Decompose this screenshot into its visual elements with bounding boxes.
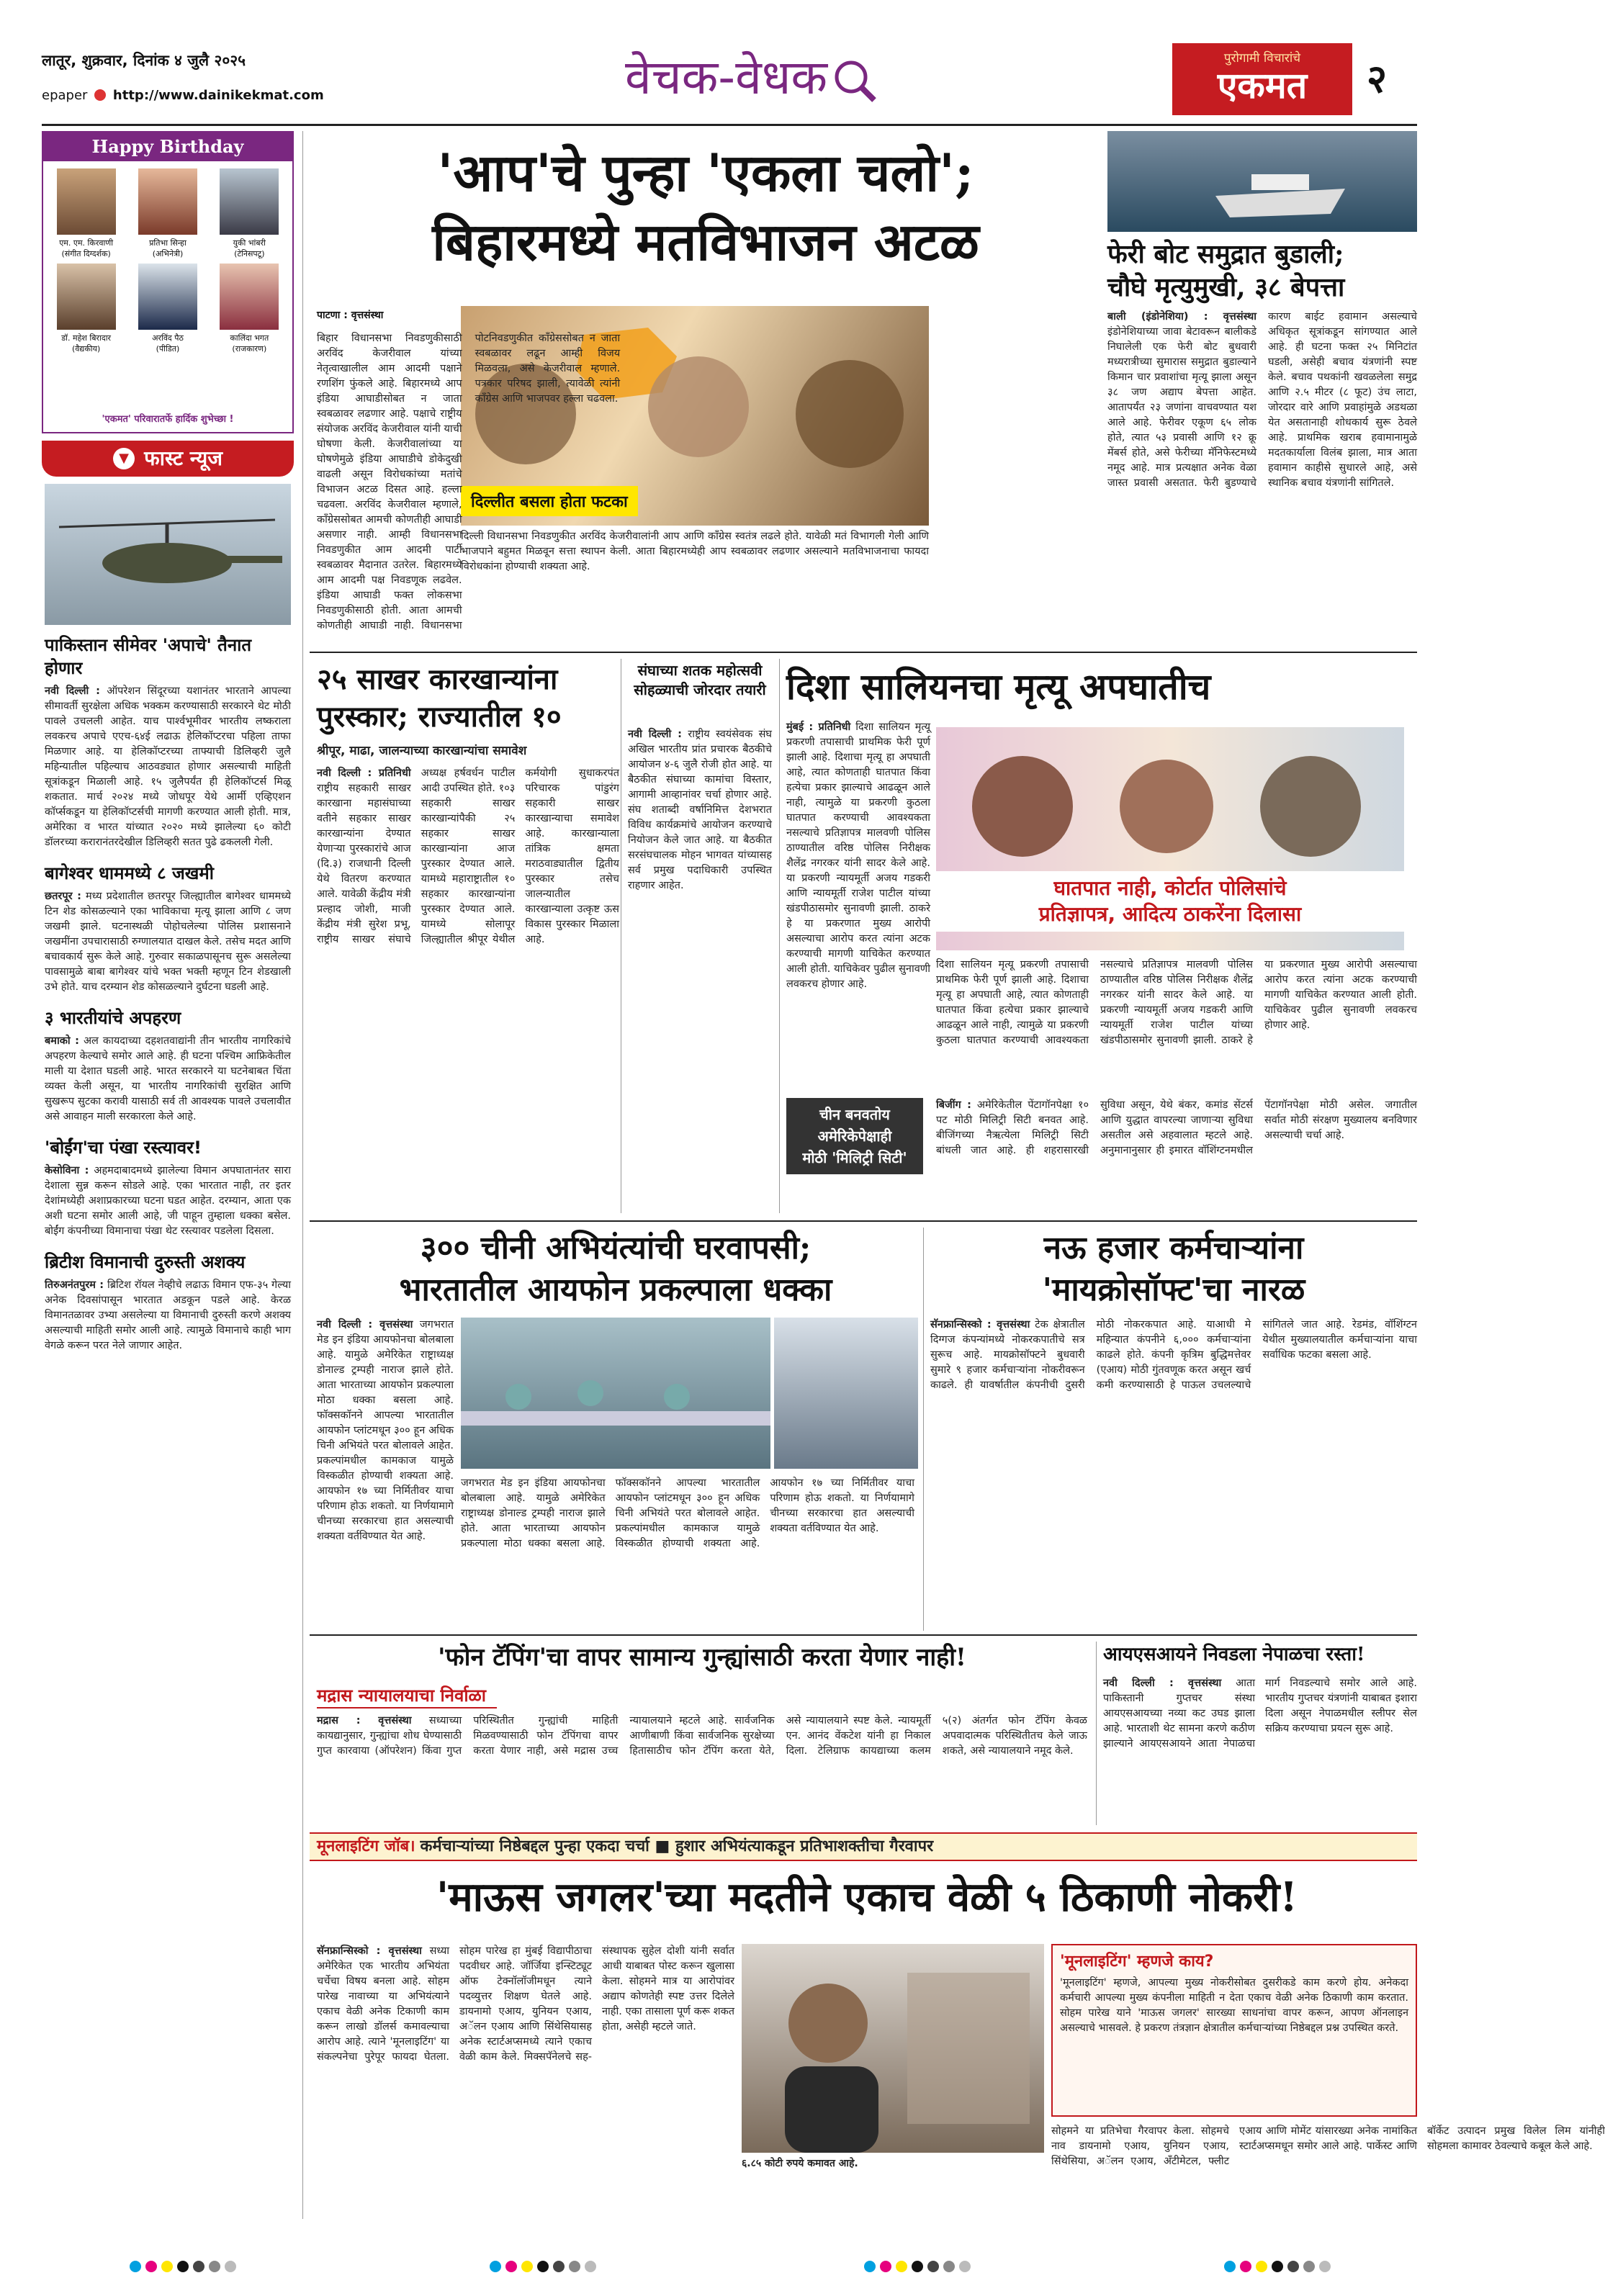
phone-tapping-body [317,1714,1087,1822]
person-role: (अभिनेत्री) [152,249,184,258]
registration-dot [145,2261,157,2272]
person-name: अरविंद पैठ [152,333,184,343]
mouse-dateline: सॅनफ्रान्सिस्को : वृत्तसंस्था [317,1945,422,1957]
person-photo [138,264,197,330]
brand-tag: पुरोगामी विचारांचे [1223,51,1301,66]
news-body [45,1163,291,1239]
person-role: (टेनिसपटू) [234,249,265,258]
moonlighting-box-body: 'मूनलाइटिंग' म्हणजे, आपल्या मुख्य नोकरीसोबत दुसरीकडे काम करणे होय. अनेकदा कर्मचारी आपल्या मुख्य कंपनीला माहिती न देता एकाच वेळी अनेक ठिकाणी काम करतात. सोहम पारेख याने 'माऊस जगलर' सारख्या साधनांचा वापर करून, आपण ऑनलाइन असल्याचे भासवले. हे प्रकरण तंत्रज्ञान क्षेत्रातील कर्मचाऱ्यांच्या निष्ठेबद्दल प्रश्न उपस्थित करते. [1060,1977,1408,2034]
china-city-dateline: बिजींग : [936,1099,971,1111]
sangh-body [628,727,772,1213]
sangh-dateline: नवी दिल्ली : [628,729,682,740]
moonlighting-banner [310,1832,1417,1861]
section-title-left: वेचक [625,50,719,105]
color-registration-left [130,2261,236,2272]
birthday-person [48,168,125,259]
helicopter-icon [45,484,291,625]
person-name: एम. एम. किरवाणी [59,238,114,248]
news-body [45,1278,291,1354]
color-registration-far-right [1224,2261,1331,2272]
person-name: कालिंदा भगत [230,333,269,343]
registration-dot [880,2261,891,2272]
section-rule-2 [310,1220,1417,1222]
microsoft-dateline: सॅनफ्रान्सिस्को : वृत्तसंस्था [930,1319,1030,1331]
dateline: लातूर, शुक्रवार, दिनांक ४ जुलै २०२५ [42,52,246,69]
registration-dot [943,2261,955,2272]
fast-news-column [45,634,291,2182]
registration-dot [1287,2261,1299,2272]
person-role: (संगीत दिग्दर्शक) [61,249,111,258]
disha-headline: दिशा सालियनचा मृत्यू अपघातीच [786,665,1211,708]
sangh-headline: संघाच्या शतक महोत्सवी सोहळ्याची जोरदार तयारी [634,662,766,698]
lead-headline-line1: 'आप'चे पुन्हा 'एकला चलो'; [437,142,974,203]
birthday-person [129,264,206,354]
person-name: डॉ. महेश बिरादार [61,333,112,343]
disha-photo-caption [936,871,1404,932]
globe-icon [94,89,106,101]
registration-dot [569,2261,580,2272]
news-text: अल कायदाच्या दहशतवाद्यांनी तीन भारतीय नागरिकांचे अपहरण केल्याचे समोर आले आहे. ही घटना पश्चिम आफ्रिकेतील माली या देशात घडली आहे. भारत सरकारने या घटनेबाबत चिंता व्यक्त केली असून, या भारतीय नागरिकांची सुरक्षित आणि सुखरूप सुटका करावी यासाठी सर्व ती आवश्यक पावले उचलावीत असे आवाहन माली सरकारला केले आहे. [45,1035,291,1122]
disha-body-left [786,720,930,1008]
sugar-dateline: नवी दिल्ली : प्रतिनिधी [317,767,411,779]
registration-dot [553,2261,565,2272]
sugar-headline [317,661,619,736]
news-text: ऑपरेशन सिंदूरच्या यशानंतर भारताने आपल्या सीमावर्ती सुरक्षेला अधिक भक्कम करण्यासाठी सरकारने थेट मोठी पावले उचलली आहेत. याच पार्श्वभूमीवर भारतीय लष्कराला लवकरच अपाचे एएच-६४ई लढाऊ हेलिकॉप्टरचा पहिला ताफा मिळणार आहे. या हेलिकॉप्टरच्या ताफ्याची डिलिव्हरी जुलै महिन्यातील पहिल्याच आठवड्यात होणार असल्याची माहिती सूत्रांकडून मिळाली आहे. १५ जुलैपर्यंत ही हेलिकॉप्टर्स मिळू शकतात. मार्च २०२४ मध्ये जोधपूर येथे आर्मी एव्हिएशन कॉर्प्सकडून या हेलिकॉप्टर्सची मागणी करण्यात आली होती. मात्र, अमेरिका व भारत यांच्यात २०२० मध्ये झालेल्या ६० कोटी डॉलरच्या करारानंतरदेखील डिलिव्हरी सतत पुढे ढकलली गेली. [45,685,291,848]
china-city-text: अमेरिकेतील पेंटागॉनपेक्षा १० पट मोठी मिलिट्री सिटी बनवत आहे. बीजिंगच्या नैऋत्येला मिलिट्री सिटी बांधली जात आहे. ही शहरासारखी सुविधा असून, येथे बंकर, कमांड सेंटर्स आणि युद्धात वापरल्या जाणाऱ्या सुविधा असतील असे अहवालात म्हटले आहे. अनुमानानुसार ही इमारत वॉशिंग्टनमधील पेंटागॉनपेक्षा मोठी असेल. जगातील सर्वात मोठी संरक्षण मुख्यालय बनविणार असल्याची चर्चा आहे. [936,1099,1417,1156]
news-dateline: केसोविना : [45,1165,89,1176]
mouse-headline: 'माऊस जगलर'च्या मदतीने एकाच वेळी ५ ठिकाणी नोकरी! [436,1873,1298,1921]
news-text: अहमदाबादमध्ये झालेल्या विमान अपघातानंतर सारा देशाला सुन्न करून सोडले आहे. एका भारतात नाही, तर इतर देशांमध्येही अशाप्रकारच्या घटना घडत आहेत. दरम्यान, आता एक अशी घटना समोर आली आहे, जी पाहून तुम्हाला धक्का बसेल. बोईंग कंपनीच्या विमानाचा पंखा थेट रस्त्यावर पडलेला दिसला. [45,1165,291,1237]
ferry-dateline: बाली (इंडोनेशिया) : वृत्तसंस्था [1107,311,1256,323]
ferry-body [1107,310,1417,641]
registration-dot [521,2261,533,2272]
ferry-text: इंडोनेशियाच्या जावा बेटावरून बालीकडे निघालेली एक फेरी बोट बुधवारी मध्यरात्रीच्या सुमारास समुद्रात बुडाल्याने किमान चार प्रवाशांचा मृत्यू झाला असून ३८ जण अद्याप बेपत्ता आहेत. आतापर्यंत २३ जणांना वाचवण्यात यश आले आहे. फेरीवर एकूण ६५ लोक होते, त्यात ५३ प्रवासी आणि १२ क्रू मेंबर्स होते, असे फेरीच्या मॅनिफेस्टमध्ये नमूद आहे. मात्र प्रत्यक्षात अनेक वेळा जास्त प्रवासी असतात. फेरी बुडण्याचे कारण बाईट हवामान असल्याचे अधिकृत सूत्रांकडून सांगण्यात आले आहे. ही घटना फक्त २५ मिनिटांत घडली, असेही बचाव यंत्रणांनी स्पष्ट केले. बचाव पथकांनी खवळलेला समुद्र आणि २.५ मीटर (८ फूट) उंच लाटा, जोरदार वारे आणि प्रवाहांमुळे अडथळा येत असतानाही शोधकार्य सुरू ठेवले आहे. प्राथमिक खराब हवामानामुळे मदतकार्याला विलंब झाला, मात्र आता हवामान काहीसे सुधारले आहे, असे स्थानिक बचाव यंत्रणांनी सांगितले. [1107,311,1417,489]
news-heading: ३ भारतीयांचे अपहरण [45,1008,181,1028]
registration-dot [585,2261,596,2272]
birthday-person [211,264,288,354]
iphone-text: जगभरात मेड इन इंडिया आयफोनचा बोलबाला आहे. यामुळे अमेरिकेत राष्ट्राध्यक्ष डोनाल्ड ट्रम्पही नाराज झाले होते. आता भारताच्या आयफोन प्रकल्पाला मोठा धक्का बसला आहे. फॉक्सकॉनने आपल्या भारतातील आयफोन प्लांटमधून ३०० हून अधिक चिनी अभियंते परत बोलावले आहेत. प्रकल्पांमधील कामकाज यामुळे विस्कळीत होण्याची शक्यता आहे. आयफोन १७ च्या निर्मितीवर याचा परिणाम होऊ शकतो. या निर्णयामागे चीनच्या सरकारचा हात असल्याची शक्यता वर्तविण्यात येत आहे. [317,1319,454,1542]
epaper-row [42,88,324,103]
lead-photo-caption-body: दिल्ली विधानसभा निवडणुकीत अरविंद केजरीवालांनी आप आणि काँग्रेस स्वतंत्र लढले होते. यावेळी मतं विभागली गेली आणि भाजपाने बहुमत मिळवून सत्ता स्थापन केली. आता बिहारमध्येही आप स्वबळावर लढणार असल्याने मतविभाजनाचा फायदा विरोधकांना होण्याची शक्यता आहे. [461,531,929,572]
person-role: (राजकारण) [232,344,267,354]
mouse-body [317,1944,734,2182]
news-heading: ब्रिटीश विमानाची दुरुस्ती अशक्य [45,1252,246,1272]
birthday-box [42,131,294,433]
birthday-grid [43,161,292,354]
registration-dot [537,2261,549,2272]
nepal-headline: आयएसआयने निवडला नेपाळचा रस्ता! [1103,1644,1365,1665]
registration-dot [1319,2261,1331,2272]
registration-dot [161,2261,173,2272]
epaper-label: epaper [42,88,88,103]
news-dateline: नवी दिल्ली : [45,685,100,697]
iphone-headline [317,1228,914,1311]
person-name: प्रतिभा सिन्हा [149,238,186,248]
disha-caption-line2: प्रतिज्ञापत्र, आदित्य ठाकरेंना दिलासा [1038,902,1302,926]
portraits-icon [936,727,1404,871]
registration-dot [177,2261,189,2272]
news-text: मध्य प्रदेशातील छतरपूर जिल्ह्यातील बागेश्वर धाममध्ये टिन शेड कोसळल्याने एका भाविकाचा मृत्यू झाला आणि ८ जण जखमी झाले. घटनास्थळी पोहोचलेल्या पोलिस प्रशासनाने जखमींना उपचारासाठी रुग्णालयात दाखल केले. तसेच मदत आणि बचावकार्य सुरू केले आहे. गुरुवार सकाळपासूनच सुरू असलेल्या पावसामुळे बाबा बागेश्वर यांचे भक्त भक्ती म्हणून टिन शेडखाली उभे होते. याच दरम्यान शेड कोसळल्याने दुर्घटना घडली आहे. [45,891,291,993]
news-heading: बागेश्वर धाममध्ये ८ जखमी [45,863,214,883]
news-dateline: छतरपूर : [45,891,81,902]
mouse-text: सध्या अमेरिकेत एक भारतीय अभियंता चर्चेचा विषय बनला आहे. सोहम पारेख नावाच्या या अभियंत्याने एकाच वेळी अनेक टिकाणी काम करून लाखो डॉलर्स कमावल्याचा आरोप आहे. त्याने 'मूनलाइटिंग' या संकल्पनेचा पुरेपूर फायदा घेतला. सोहम पारेख हा मुंबई विद्यापीठाचा पदवीधर आहे. जॉर्जिया इन्स्टिट्यूट ऑफ टेक्नॉलॉजीमधून त्याने पदव्युत्तर शिक्षण घेतले आहे. डायनामो एआय, युनियन एआय, अॅलन एआय आणि सिंथेसियासह अनेक स्टार्टअप्समध्ये त्याने एकाच वेळी काम केले. मिक्सपॅनेलचे सह-संस्थापक सुहेल दोशी यांनी सर्वात आधी याबाबत पोस्ट करून खुलासा केला. सोहमने मात्र या आरोपांवर अद्याप कोणतेही स्पष्ट उत्तर दिलेले नाही. एका तासाला पूर्ण करू शकत होता, असेही म्हटले जाते. [317,1945,734,2063]
section-title-dash: - [718,50,736,105]
iphone-body-left [317,1318,454,1627]
moonlighting-text: कर्मचाऱ्यांच्या निष्ठेबद्दल पुन्हा एकदा चर्चा ■ हुशार अभियंत्याकडून प्रतिभाशक्तीचा गैरवापर [420,1837,934,1855]
registration-dot [912,2261,923,2272]
registration-dot [959,2261,971,2272]
person-photo [220,264,279,330]
china-city-body [936,1098,1417,1213]
section-rule-3 [310,1634,1417,1636]
section-title [625,49,880,107]
microsoft-text: टेक क्षेत्रातील दिग्गज कंपन्यांमध्ये नोकरकपातीचे सत्र सुरूच आहे. मायक्रोसॉफ्टने बुधवारी सुमारे ९ हजार कर्मचाऱ्यांना नोकरीवरून काढले. ही यावर्षातील कंपनीची दुसरी मोठी नोकरकपात आहे. याआधी मे महिन्यात कंपनीने ६,००० कर्मचाऱ्यांना काढले होते. कंपनी कृत्रिम बुद्धिमत्तेवर (एआय) मोठी गुंतवणूक करत असून खर्च कमी करण्यासाठी हे पाऊल उचलल्याचे सांगितले जात आहे. रेडमंड, वॉशिंग्टन येथील मुख्यालयातील कर्मचाऱ्यांना याचा सर्वाधिक फटका बसला आहे. [930,1319,1417,1391]
fast-news-header [42,441,294,477]
news-body [45,684,291,850]
registration-dot [490,2261,501,2272]
iphone-headline-line1: ३०० चीनी अभियंत्यांची घरवापसी; [420,1230,812,1266]
birthday-person [48,264,125,354]
workers-icon [461,1318,770,1469]
person-photo [220,168,279,235]
magnifier-icon [830,55,880,106]
moonlighting-box [1051,1944,1417,2117]
boat-icon [1107,131,1417,232]
sidebar-divider [302,131,303,2219]
moonlighting-label: मूनलाइटिंग जॉब। [317,1837,415,1855]
sugar-body [317,766,619,1212]
section-rule-1 [310,652,1417,653]
iphone-dateline: नवी दिल्ली : वृत्तसंस्था [317,1319,413,1331]
person-photo [57,168,116,235]
registration-dot [1256,2261,1267,2272]
moonlighting-box-title: 'मूनलाइटिंग' म्हणजे काय? [1060,1953,1214,1971]
phone-tapping-subhead: मद्रास न्यायालयाचा निर्वाळा [317,1683,497,1709]
disha-text: दिशा सालियन मृत्यू प्रकरणी तपासाची प्राथमिक फेरी पूर्ण झाली आहे. दिशाचा मृत्यू हा अपघाती आहे, त्यात कोणताही घातपात किंवा हत्येचा प्रकार झाल्याचे आढळून आले नाही, त्यामुळे या प्रकरणी कुठला घातपात करण्याची आवश्यकता नसल्याचे प्रतिज्ञापत्र मालवणी पोलिस ठाण्यातील वरिष्ठ पोलिस निरीक्षक शैलेंद्र नगरकर यांनी सादर केले आहे. या प्रकरणी न्यायमूर्ती अजय गडकरी आणि न्यायमूर्ती राजेश पाटील यांच्या खंडपीठासमोर सुनावणी झाली. ठाकरे हे या प्रकरणात मुख्य आरोपी असल्याचा आरोप करत त्यांना अटक करण्याची मागणी याचिकेत करण्यात आली होती. याचिकेवर पुढील सुनावणी लवकरच होणार आहे. [786,721,930,990]
person-role: (वैद्यकीय) [72,344,101,354]
soham-photo [742,1944,1044,2153]
microsoft-headline-line2: 'मायक्रोसॉफ्ट'चा नारळ [1042,1271,1305,1308]
color-registration-right [864,2261,971,2272]
registration-dot [1240,2261,1251,2272]
factory-photo [461,1318,770,1469]
masthead-rule [42,124,1417,126]
section-title-right: वेधक [735,50,828,105]
iphone-headline-line2: भारतातील आयफोन प्रकल्पाला धक्का [399,1271,832,1308]
birthday-title: Happy Birthday [43,132,292,161]
registration-dot [130,2261,141,2272]
moonlighting-box-body2: सोहमने या प्रतिभेचा गैरवापर केला. सोहमचे नाव डायनामो एआय, युनियन एआय, सिंथेसिया, अॅलन एआय, अँटीमेटल, फ्लीट एआय आणि मोमेंट यांसारख्या अनेक नामांकित स्टार्टअप्समधून समोर आले आहे. पार्केस्ट आणि बॉर्केट उत्पादन प्रमुख विलेल लिम यांनीही सोहमला कामावर ठेवल्याचे कबूल केले आहे. [1051,2125,1605,2167]
nepal-body [1103,1676,1417,1824]
ferry-headline-line2: चौघे मृत्युमुखी, ३८ बेपत्ता [1107,272,1345,302]
china-city-line1: चीन बनवतोय [819,1106,890,1123]
divider [923,1228,924,1631]
iphone-photo [774,1318,918,1469]
sugar-headline-line2: पुरस्कार; राज्यातील १० [317,700,562,734]
news-dateline: बमाको : [45,1035,79,1047]
person-role: (पीडित) [156,344,180,354]
registration-dot [1272,2261,1283,2272]
registration-dot [864,2261,876,2272]
lead-headline-line2: बिहारमध्ये मतविभाजन अटळ [432,211,979,272]
sugar-headline-line1: २५ साखर कारखान्यांना [317,662,558,696]
apache-helicopter-photo [45,484,291,625]
registration-dot [193,2261,204,2272]
sangh-text: राष्ट्रीय स्वयंसेवक संघ अखिल भारतीय प्रांत प्रचारक बैठकीचे आयोजन ४-६ जुलै रोजी होत आहे. या बैठकीत संघाच्या कामांचा विस्तार, आगामी आव्हानांवर चर्चा होणार आहे. संघ शताब्दी वर्षानिमित्त देशभरात विविध कार्यक्रमांचे आयोजन करण्याचे नियोजन केले जात आहे. या बैठकीत सरसंघचालक मोहन भागवत यांच्यासह सर्व प्रमुख पदाधिकारी उपस्थित राहणार आहेत. [628,729,773,891]
divider [1096,1642,1097,1825]
disha-dateline: मुंबई : प्रतिनिधी [786,721,851,733]
china-city-headline [786,1098,923,1174]
lead-body: बिहार विधानसभा निवडणुकीसाठी अरविंद केजरीवाल यांच्या नेतृत्वाखालील आम आदमी पक्षाने रणशिंग फुंकले आहे. बिहारमध्ये आप इंडिया आघाडीसोबत न जाता स्वबळावर लढणार आहे. पक्षाचे राष्ट्रीय संयोजक अरविंद केजरीवाल यांनी याची घोषणा केली. केजरीवालांच्या या घोषणेमुळे इंडिया आघाडीचे डोकेदुखी वाढली असून विरोधकांच्या मतांचे विभाजन अटळ दिसत आहे. हल्ला चढवला. अरविंद केजरीवाल म्हणाले, काँग्रेससोबत आमची कोणतीही आघाडी असणार नाही. आम्ही विधानसभा निवडणुकीत आम आदमी पार्टी स्वबळावर मैदानात उतरेल. बिहारमध्ये आम आदमी पक्ष निवडणूक लढवेल. इंडिया आघाडी फक्त लोकसभा निवडणुकीसाठी होती. आता आमची कोणतीही आघाडी नाही. विधानसभा पोटनिवडणुकीत काँग्रेससोबत न जाता स्वबळावर लढून आम्ही विजय मिळवला, असे केजरीवाल म्हणाले. पत्रकार परिषद झाली, त्यावेळी त्यांनी काँग्रेस आणि भाजपवर हल्ला चढवला. [317,333,621,631]
brand-logo [1172,43,1352,115]
lead-headline [317,138,1094,276]
registration-dot [505,2261,517,2272]
sugar-text: राष्ट्रीय सहकारी साखर कारखाना महासंघाच्या वतीने सहकार साखर कारखान्यांना देण्यात येणाऱ्या पुरस्कारांचे आज (दि.३) राजधानी दिल्ली येथे वितरण करण्यात आले. यावेळी केंद्रीय मंत्री प्रल्हाद जोशी, माजी केंद्रीय मंत्री सुरेश प्रभू, राष्ट्रीय साखर संघाचे अध्यक्ष हर्षवर्धन पाटील आदी उपस्थित होते. १०३ सहकारी साखर कारखान्यांपैकी २५ सहकार साखर कारखान्यांना आज पुरस्कार देण्यात आले. यामध्ये महाराष्ट्रातील १० सहकार कारखान्यांना पुरस्कार देण्यात आले. यामध्ये सोलापूर जिल्ह्यातील श्रीपूर येथील कर्मयोगी सुधाकरपंत परिचारक पांडुरंग सहकारी साखर कारखान्याचा समावेश आहे. कारखान्याला तांत्रिक क्षमता मराठवाड्यातील द्वितीय पुरस्कार तसेच जालन्यातील कारखान्याला उत्कृष्ट ऊस विकास पुरस्कार मिळाला आहे. [317,767,619,945]
news-text: ब्रिटिश रॉयल नेव्हीचे लढाऊ विमान एफ-३५ गेल्या अनेक दिवसांपासून भारतात अडकून पडले आहे. केरळ विमानतळावर उभ्या असलेल्या या विमानाची दुरुस्ती करणे अशक्य असल्याची माहिती समोर आली आहे. त्यामुळे विमानाचे काही भाग वेगळे करून परत नेले जाणार आहेत. [45,1279,291,1351]
birthday-person [129,168,206,259]
page-number: २ [1367,56,1388,102]
brand-name: एकमत [1217,65,1308,107]
disha-caption-line1: घातपात नाही, कोर्टात पोलिसांचे [1053,876,1287,900]
birthday-person [211,168,288,259]
person-photo [138,168,197,235]
soham-photo-caption: ६.८५ कोटी रुपये कमावत आहे. [742,2158,858,2169]
ferry-photo [1107,131,1417,232]
nepal-dateline: नवी दिल्ली : वृत्तसंस्था [1103,1678,1222,1689]
birthday-wish: 'एकमत' परिवारातर्फे हार्दिक शुभेच्छा ! [102,414,234,425]
microsoft-body [930,1318,1417,1627]
iphone-body-bottom: जगभरात मेड इन इंडिया आयफोनचा बोलबाला आहे. यामुळे अमेरिकेत राष्ट्राध्यक्ष डोनाल्ड ट्रम्पही नाराज झाले होते. आता भारताच्या आयफोन प्रकल्पाला मोठा धक्का बसला आहे. फॉक्सकॉनने आपल्या भारतातील आयफोन प्लांटमधून ३०० हून अधिक चिनी अभियंते परत बोलावले आहेत. प्रकल्पांमधील कामकाज यामुळे विस्कळीत होण्याची शक्यता आहे. आयफोन १७ च्या निर्मितीवर याचा परिणाम होऊ शकतो. या निर्णयामागे चीनच्या सरकारचा हात असल्याची शक्यता वर्तविण्यात येत आहे. [461,1477,914,1549]
lead-photo-caption: दिल्लीत बसला होता फटका [461,486,638,516]
phone-tapping-headline: 'फोन टॅपिंग'चा वापर सामान्य गुन्ह्यांसाठी करता येणार नाही! [438,1643,966,1672]
divider [779,659,780,1213]
microsoft-headline [930,1228,1417,1311]
lead-dateline: पाटणा : वृत्तसंस्था [317,310,384,321]
china-city-line3: मोठी 'मिलिट्री सिटी' [802,1149,907,1166]
phone-tapping-dateline: मद्रास : वृत्तसंस्था [317,1715,412,1726]
sugar-subhead: श्रीपूर, माढा, जालन्याच्या कारखान्यांचा समावेश [317,744,527,758]
news-dateline: तिरुअनंतपुरम : [45,1279,104,1291]
microsoft-headline-line1: नऊ हजार कर्मचाऱ्यांना [1043,1230,1304,1266]
registration-dot [1224,2261,1236,2272]
news-heading: 'बोईंग'चा पंखा रस्त्यावर! [45,1138,202,1158]
ferry-headline-line1: फेरी बोट समुद्रात बुडाली; [1107,239,1344,269]
person-photo [57,264,116,330]
registration-dot [225,2261,236,2272]
news-heading: पाकिस्तान सीमेवर 'अपाचे' तैनात होणार [45,635,252,678]
registration-dot [209,2261,220,2272]
disha-body-bottom: दिशा सालियन मृत्यू प्रकरणी तपासाची प्राथमिक फेरी पूर्ण झाली आहे. दिशाचा मृत्यू हा अपघाती आहे, त्यात कोणताही घातपात किंवा हत्येचा प्रकार झाल्याचे आढळून आले नाही, त्यामुळे या प्रकरणी कुठला घातपात करण्याची आवश्यकता नसल्याचे प्रतिज्ञापत्र मालवणी पोलिस ठाण्यातील वरिष्ठ पोलिस निरीक्षक शैलेंद्र नगरकर यांनी सादर केले आहे. या प्रकरणी न्यायमूर्ती अजय गडकरी आणि न्यायमूर्ती राजेश पाटील यांच्या खंडपीठासमोर सुनावणी झाली. ठाकरे हे या प्रकरणात मुख्य आरोपी असल्याचा आरोप करत त्यांना अटक करण्याची मागणी याचिकेत करण्यात आली होती. याचिकेवर पुढील सुनावणी लवकरच होणार आहे. [936,959,1417,1046]
registration-dot [896,2261,907,2272]
news-body [45,889,291,995]
news-body [45,1034,291,1125]
nepal-text: आता पाकिस्तानी गुप्तचर संस्था आयएसआयच्या नव्या कट उघड झाला आहे. भारताशी थेट सामना करणे कठीण झाल्याने आयएसआयने आता नेपाळचा मार्ग निवडल्याचे समोर आले आहे. भारतीय गुप्तचर यंत्रणांनी याबाबत इशारा दिला असून नेपाळमधील स्लीपर सेल सक्रिय करण्याचा प्रयत्न सुरू आहे. [1103,1678,1417,1750]
chevron-down-icon: ▼ [113,448,135,469]
color-registration-center [490,2261,596,2272]
masthead [42,43,1417,121]
phone-tapping-text: सध्याच्या कायद्यानुसार, गुन्ह्यांचा शोध घेण्यासाठी गुप्त कारवाया (ऑपरेशन) किंवा गुप्त परिस्थितीत गुन्ह्यांची माहिती मिळवण्यासाठी फोन टॅपिंगचा वापर करता येणार नाही, असे मद्रास उच्च न्यायालयाने म्हटले आहे. सार्वजनिक आणीबाणी किंवा सार्वजनिक सुरक्षेच्या हितासाठीच फोन टॅपिंग करता येते, असे न्यायालयाने स्पष्ट केले. न्यायमूर्ती एन. आनंद वेंकटेश यांनी हा निकाल दिला. टेलिग्राफ कायद्याच्या कलम ५(२) अंतर्गत फोन टॅपिंग केवळ अपवादात्मक परिस्थितीतच केले जाऊ शकते, असे न्यायालयाने नमूद केले. [317,1715,1087,1757]
registration-dot [1303,2261,1315,2272]
china-city-line2: अमेरिकेपेक्षाही [817,1127,892,1145]
registration-dot [927,2261,939,2272]
website-link[interactable]: http://www.dainikekmat.com [112,88,324,103]
person-name: युकी भांबरी [233,238,266,248]
ferry-headline [1107,238,1417,304]
fast-news-title: फास्ट न्यूज [144,446,222,470]
portrait-icon [742,1944,1044,2153]
